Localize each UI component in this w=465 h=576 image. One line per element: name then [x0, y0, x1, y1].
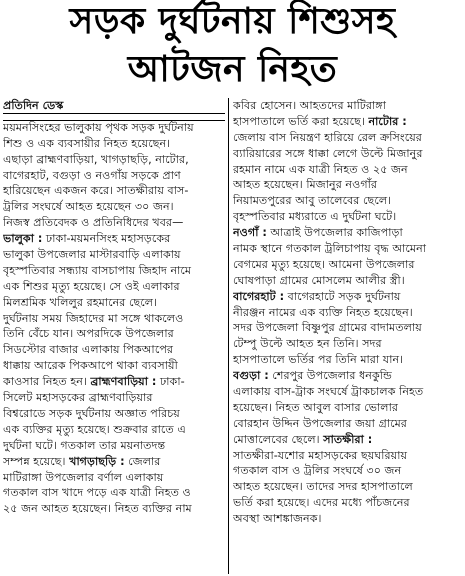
line-text: সদর উপজেলা বিষ্ণুপুর গ্রামের বাদামতলায় — [233, 321, 422, 335]
article-line — [3, 136, 225, 152]
article-line — [3, 358, 225, 374]
article-line — [3, 454, 225, 470]
article-line — [3, 279, 225, 295]
article-line — [233, 146, 463, 162]
line-text: আহত হয়েছেন। তাদের সদর হাসপাতালে — [233, 480, 413, 494]
line-text: নিজস্ব প্রতিবেদক ও প্রতিনিধিদের খবর— — [3, 216, 184, 230]
headline-line-1: সড়ক দুর্ঘটনায় শিশুসহ — [69, 1, 396, 42]
article-line — [3, 374, 225, 390]
article-line — [233, 193, 463, 209]
line-text: কাওসার নিহত হন। — [3, 375, 91, 389]
line-text: বাগেরহাট, বগুড়া ও নওগাঁয় সড়কে প্রাণ — [3, 168, 181, 182]
line-text: সিডস্টোর বাজার এলাকায় পিকআপের — [3, 343, 174, 357]
article-line — [233, 352, 463, 368]
line-text: রহমান নামে এক যাত্রী নিহত ও ২৫ জন — [233, 162, 408, 176]
article-line — [3, 152, 225, 168]
line-text: ঢাকা-ময়মনসিংহ মহাসড়কের — [42, 232, 171, 246]
article-line — [3, 390, 225, 406]
article-line — [233, 225, 463, 241]
article-line — [233, 400, 463, 416]
line-text: এক ব্যক্তির মৃত্যু হয়েছে। শুক্রবার রাতে এ — [3, 422, 186, 436]
article-line — [233, 320, 463, 336]
line-text: জেলার — [124, 454, 161, 468]
line-text: ধাক্কায় আরেক পিকআপে থাকা ব্যবসায়ী — [3, 359, 178, 373]
line-text: বৃহস্পতিবার সন্ধ্যায় বাসচাপায় জিহাদ নামে — [3, 263, 192, 277]
right-column-text — [233, 98, 463, 527]
article-line — [3, 438, 225, 454]
line-text: আহত হয়েছেন। মিজানুর নওগাঁর — [233, 178, 378, 192]
article-line — [3, 406, 225, 422]
article-line — [233, 479, 463, 495]
article-line — [233, 257, 463, 273]
article-line — [3, 326, 225, 342]
line-text: ২৫ জন আহত হয়েছেন। নিহত ব্যক্তির নাম — [3, 502, 192, 516]
article-line — [233, 432, 463, 448]
line-text: গতকাল বাস খাদে পড়ে এক যাত্রী নিহত ও — [3, 486, 191, 500]
article-line — [3, 263, 225, 279]
article-line — [233, 162, 463, 178]
article-line — [233, 114, 463, 130]
article-line — [3, 183, 225, 199]
line-text: এক শিশুর মৃত্যু হয়েছে। সে ওই এলাকার — [3, 279, 180, 293]
article-line — [233, 209, 463, 225]
line-text: বেগমের মৃত্যু হয়েছে। আমেনা উপজেলার — [233, 257, 415, 271]
line-text: বাগেরহাটে সড়ক দুর্ঘটনায় — [284, 289, 401, 303]
line-text: জেলায় বাস নিয়ন্ত্রণ হারিয়ে রেল ক্রসিংয়ের — [233, 130, 422, 144]
article-line — [233, 289, 463, 305]
article-line — [233, 384, 463, 400]
article-line — [3, 231, 225, 247]
article-line — [3, 422, 225, 438]
byline: প্রতিদিন ডেস্ক — [3, 99, 64, 112]
line-text: অবস্থা আশঙ্কাজনক। — [233, 512, 322, 526]
line-text: ব্যারিয়ারের সঙ্গে ধাক্কা লেগে উল্টে মিজানুর — [233, 146, 423, 160]
article-line — [3, 120, 225, 136]
place-label: নাটোর : — [368, 114, 407, 128]
article-line — [233, 98, 463, 114]
article-line — [233, 511, 463, 527]
line-text: বৃহস্পতিবার মধ্যরাতে এ দুর্ঘটনা ঘটে। — [233, 210, 397, 224]
line-text: ভালুকা উপজেলার মাস্টারবাড়ি এলাকায় — [3, 248, 181, 262]
article-column-right — [233, 98, 463, 527]
line-text: সাতক্ষীরা-যশোর মহাসড়কের ছয়ঘরিয়ায় — [233, 448, 408, 462]
article-line — [3, 247, 225, 263]
line-text: এছাড়া ব্রাহ্মণবাড়িয়া, খাগড়াছড়ি, নাটোর, — [3, 152, 189, 166]
article-line — [3, 295, 225, 311]
line-text: শিশু ও এক ব্যবসায়ীর নিহত হয়েছেন। — [3, 136, 171, 150]
line-text: হয়েছেন। নিহত আবুল বাসার ভোলার — [233, 400, 399, 414]
left-column-text — [3, 120, 225, 517]
headline-line-2: আটজন নিহত — [127, 49, 338, 90]
line-text: হাসপাতালে ভর্তি করা হয়েছে। — [233, 114, 369, 128]
line-text: দুর্ঘটনায় সময় জিহাদের মা সঙ্গে থাকলেও — [3, 311, 184, 325]
place-label: নওগাঁ : — [233, 226, 267, 240]
line-text: সম্পন্ন হয়েছে। — [3, 454, 70, 468]
article-line — [233, 368, 463, 384]
article-line — [233, 177, 463, 193]
line-text: নীরঞ্জন নামের এক ব্যক্তি নিহত হয়েছেন। — [233, 305, 413, 319]
line-text: ট্রলির সংঘর্ষে আহত হয়েছেন ৩০ জন। — [3, 200, 174, 214]
line-text: এলাকায় বাস-ট্রাক সংঘর্ষে ট্রাকচালক নিহত — [233, 385, 424, 399]
article-line — [233, 273, 463, 289]
article-line — [233, 241, 463, 257]
article-line — [3, 342, 225, 358]
article-line — [233, 130, 463, 146]
place-label: বাগেরহাট : — [233, 289, 285, 303]
article-line — [233, 448, 463, 464]
article-line — [3, 168, 225, 184]
line-text: গতকাল বাস ও ট্রলির সংঘর্ষে ৩০ জন — [233, 464, 402, 478]
place-label: খাগড়াছড়ি : — [69, 454, 125, 468]
line-text: নামক স্থানে গতকাল ট্রলিচাপায় বৃদ্ধ আমেনা — [233, 242, 426, 256]
line-text: হাসপাতালে ভর্তির পর তিনি মারা যান। — [233, 353, 404, 367]
line-text: টেম্পু উল্টে আহত হন তিনি। সদর — [233, 337, 382, 351]
article-line — [3, 311, 225, 327]
article-line — [233, 463, 463, 479]
article-line — [3, 485, 225, 501]
article-column-left — [3, 98, 225, 517]
place-label: সাতক্ষীরা : — [323, 432, 373, 446]
article-line — [3, 215, 225, 231]
line-text: সিলেট মহাসড়কের ব্রাহ্মণবাড়িয়ার — [3, 391, 153, 405]
line-text: নিয়ামতপুরের আবু তালেবের ছেলে। — [233, 194, 392, 208]
line-text: কবির হোসেন। আহতদের মাটিরাঙ্গা — [233, 99, 386, 112]
article-line — [233, 416, 463, 432]
line-text: দুর্ঘটনা ঘটে। গতকাল তার ময়নাতদন্ত — [3, 438, 166, 452]
column-divider — [228, 98, 229, 574]
line-text: বোরহান উদ্দিন উপজেলার জয়া গ্রামের — [233, 416, 407, 430]
article-line — [233, 305, 463, 321]
article-line — [233, 336, 463, 352]
line-text: তিনি বেঁচে যান। অপরদিকে উপজেলার — [3, 327, 174, 341]
article-line — [233, 495, 463, 511]
article-line — [3, 470, 225, 486]
line-text: মোত্তালেবের ছেলে। — [233, 432, 324, 446]
line-text: বিশ্বরোডে সড়ক দুর্ঘটনায় অজ্ঞাত পরিচয় — [3, 406, 180, 420]
line-text: মাটিরাঙ্গা উপজেলার বর্ণাল এলাকায় — [3, 470, 164, 484]
place-label: ব্রাহ্মণবাড়িয়া : — [90, 375, 157, 389]
article-line — [3, 501, 225, 517]
place-label: ভালুকা : — [3, 232, 43, 246]
line-text: শেরপুর উপজেলার ধনকুন্ডি — [268, 369, 392, 383]
line-text: ঘোষপাড়া গ্রামের মোসলেম আলীর স্ত্রী। — [233, 273, 405, 287]
place-label: বগুড়া : — [233, 369, 269, 383]
line-text: ঢাকা- — [156, 375, 185, 389]
article-line — [3, 199, 225, 215]
line-text: হারিয়েছেন একজন করে। সাতক্ষীরায় বাস- — [3, 184, 189, 198]
line-text: ভর্তি করা হয়েছে। এদের মধ্যে পাঁচজনের — [233, 496, 410, 510]
line-text: ময়মনসিংহের ভালুকায় পৃথক সড়ক দুর্ঘটনায় — [3, 120, 194, 134]
line-text: মিলশ্রমিক খলিলুর রহমানের ছেলে। — [3, 295, 158, 309]
line-text: আত্রাই উপজেলার কাজিপাড়া — [266, 226, 403, 240]
